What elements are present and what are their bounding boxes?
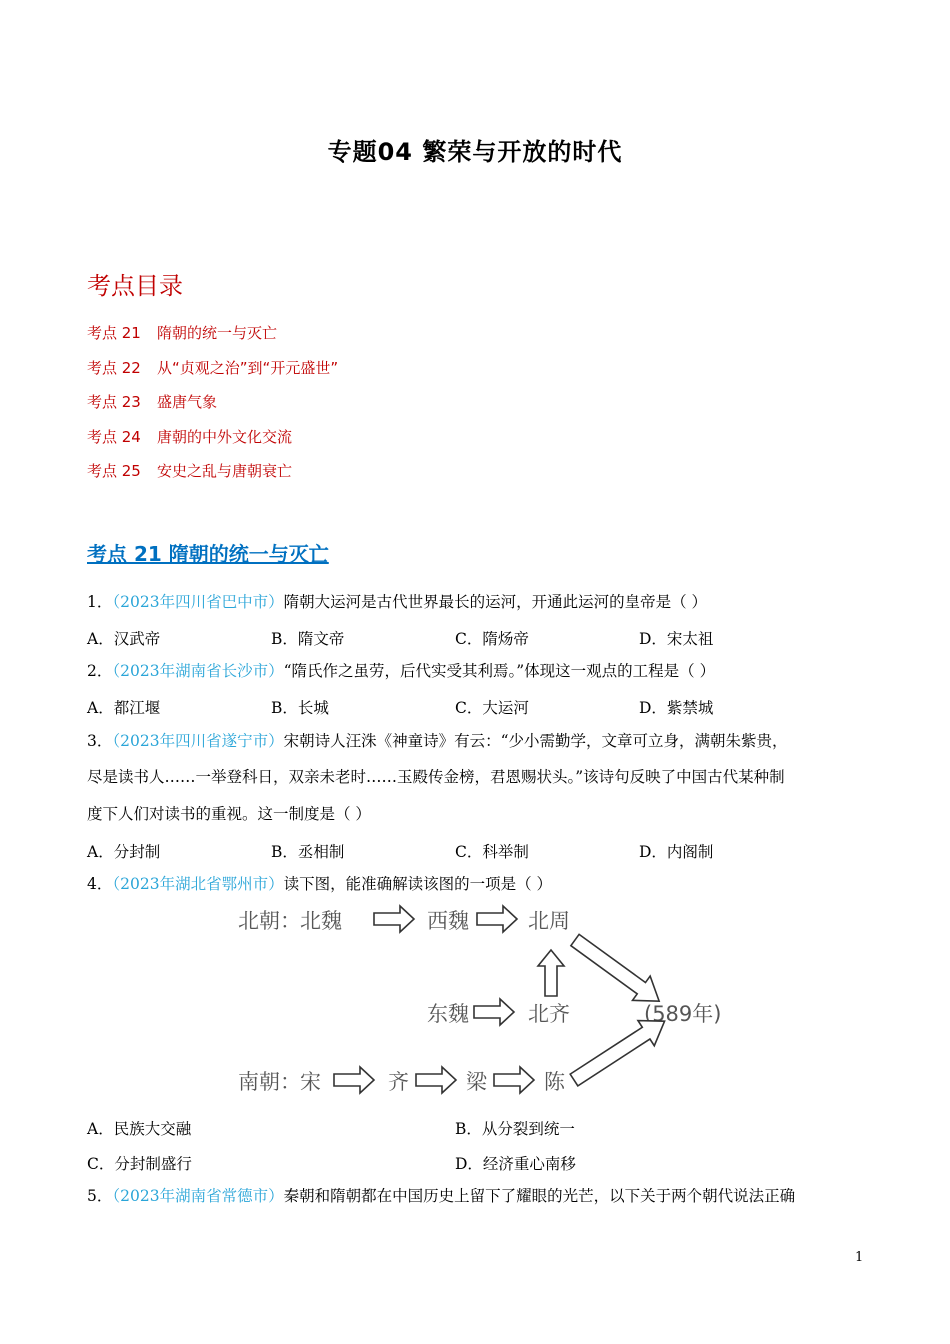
option-a: A．都江堰 bbox=[87, 699, 161, 717]
dynasty-western-wei: 西魏 bbox=[427, 909, 469, 933]
question-5-stem: 5．（2023年湖南省常德市）秦朝和隋朝都在中国历史上留下了耀眼的光芒，以下关于两个朝代说法正确 bbox=[87, 1187, 796, 1205]
section-heading[interactable]: 考点 21 隋朝的统一与灭亡 bbox=[87, 542, 329, 566]
toc-item-num: 考点 22 bbox=[87, 359, 141, 377]
arrow-right-icon bbox=[474, 999, 514, 1025]
dynasty-northern-wei: 北魏 bbox=[300, 909, 342, 933]
dynasty-diagram bbox=[230, 900, 730, 1105]
dynasty-northern-qi: 北齐 bbox=[528, 1002, 570, 1026]
dynasty-northern-zhou: 北周 bbox=[528, 909, 570, 933]
north-label: 北朝： bbox=[238, 909, 301, 933]
dynasty-eastern-wei: 东魏 bbox=[427, 1002, 469, 1026]
page-number: 1 bbox=[855, 1250, 864, 1265]
question-4-stem: 4．（2023年湖北省鄂州市）读下图，能准确解读该图的一项是（ ） bbox=[87, 875, 553, 893]
toc-item-text: 隋朝的统一与灭亡 bbox=[157, 324, 278, 342]
dynasty-song: 宋 bbox=[300, 1070, 321, 1094]
toc-item-num: 考点 25 bbox=[87, 462, 141, 480]
option-b: B．从分裂到统一 bbox=[455, 1120, 575, 1138]
toc-item-text: 安史之乱与唐朝衰亡 bbox=[157, 462, 293, 480]
option-c: C．分封制盛行 bbox=[87, 1155, 192, 1173]
option-a: A．汉武帝 bbox=[87, 630, 161, 648]
option-b: B．隋文帝 bbox=[271, 630, 345, 648]
question-3-stem: 3．（2023年四川省遂宁市）宋朝诗人汪洙《神童诗》有云：“少小需勤学，文章可立身，满朝朱紫贵， bbox=[87, 732, 788, 750]
toc-item-text: 唐朝的中外文化交流 bbox=[157, 428, 293, 446]
toc-item[interactable] bbox=[87, 322, 277, 343]
toc-item[interactable] bbox=[87, 426, 292, 447]
question-source: （2023年四川省遂宁市） bbox=[112, 732, 284, 750]
arrow-up-icon bbox=[538, 950, 564, 996]
toc-item[interactable] bbox=[87, 357, 338, 378]
option-d: D．内阁制 bbox=[639, 843, 714, 861]
south-label: 南朝： bbox=[238, 1070, 301, 1094]
arrow-diagonal-down-icon bbox=[566, 928, 668, 1013]
arrow-right-icon bbox=[416, 1067, 456, 1093]
question-source: （2023年四川省巴中市） bbox=[112, 593, 284, 611]
toc-item-num: 考点 23 bbox=[87, 393, 141, 411]
question-3-stem-line-2: 尽是读书人……一举登科日，双亲未老时……玉殿传金榜，君恩赐状头。”该诗句反映了中国古代某种制 bbox=[87, 768, 785, 786]
page-title: 专题04 繁荣与开放的时代 bbox=[327, 138, 623, 166]
toc-item[interactable] bbox=[87, 391, 217, 412]
toc-item[interactable] bbox=[87, 460, 292, 481]
option-a: A．民族大交融 bbox=[87, 1120, 192, 1138]
arrow-right-icon bbox=[477, 906, 517, 932]
reunification-year: (589年) bbox=[644, 1002, 722, 1026]
option-b: B．长城 bbox=[271, 699, 329, 717]
arrow-right-icon bbox=[494, 1067, 534, 1093]
option-b: B．丞相制 bbox=[271, 843, 345, 861]
toc-heading: 考点目录 bbox=[87, 272, 183, 300]
arrow-right-icon bbox=[334, 1067, 374, 1093]
arrow-right-icon bbox=[374, 906, 414, 932]
option-c: C．大运河 bbox=[455, 699, 529, 717]
toc-item-num: 考点 24 bbox=[87, 428, 141, 446]
toc-item-num: 考点 21 bbox=[87, 324, 141, 342]
toc-item-text: 从“贞观之治”到“开元盛世” bbox=[157, 359, 339, 377]
option-a: A．分封制 bbox=[87, 843, 161, 861]
dynasty-chen: 陈 bbox=[544, 1070, 565, 1094]
question-source: （2023年湖南省常德市） bbox=[112, 1187, 284, 1205]
question-3-stem-line-3: 度下人们对读书的重视。这一制度是（ ） bbox=[87, 805, 371, 823]
toc-item-text: 盛唐气象 bbox=[157, 393, 218, 411]
question-2-stem: 2．（2023年湖南省长沙市）“隋氏作之虽劳，后代实受其利焉。”体现这一观点的工程是（ ） bbox=[87, 662, 716, 680]
dynasty-liang: 梁 bbox=[466, 1070, 487, 1094]
arrow-diagonal-up-icon bbox=[566, 1009, 673, 1093]
option-c: C．隋炀帝 bbox=[455, 630, 529, 648]
option-d: D．经济重心南移 bbox=[455, 1155, 576, 1173]
option-d: D．紫禁城 bbox=[639, 699, 714, 717]
option-d: D．宋太祖 bbox=[639, 630, 714, 648]
dynasty-qi: 齐 bbox=[388, 1070, 409, 1094]
option-c: C．科举制 bbox=[455, 843, 529, 861]
question-1-stem: 1．（2023年四川省巴中市）隋朝大运河是古代世界最长的运河，开通此运河的皇帝是（ ） bbox=[87, 593, 708, 611]
question-source: （2023年湖北省鄂州市） bbox=[112, 875, 284, 893]
question-source: （2023年湖南省长沙市） bbox=[112, 662, 284, 680]
